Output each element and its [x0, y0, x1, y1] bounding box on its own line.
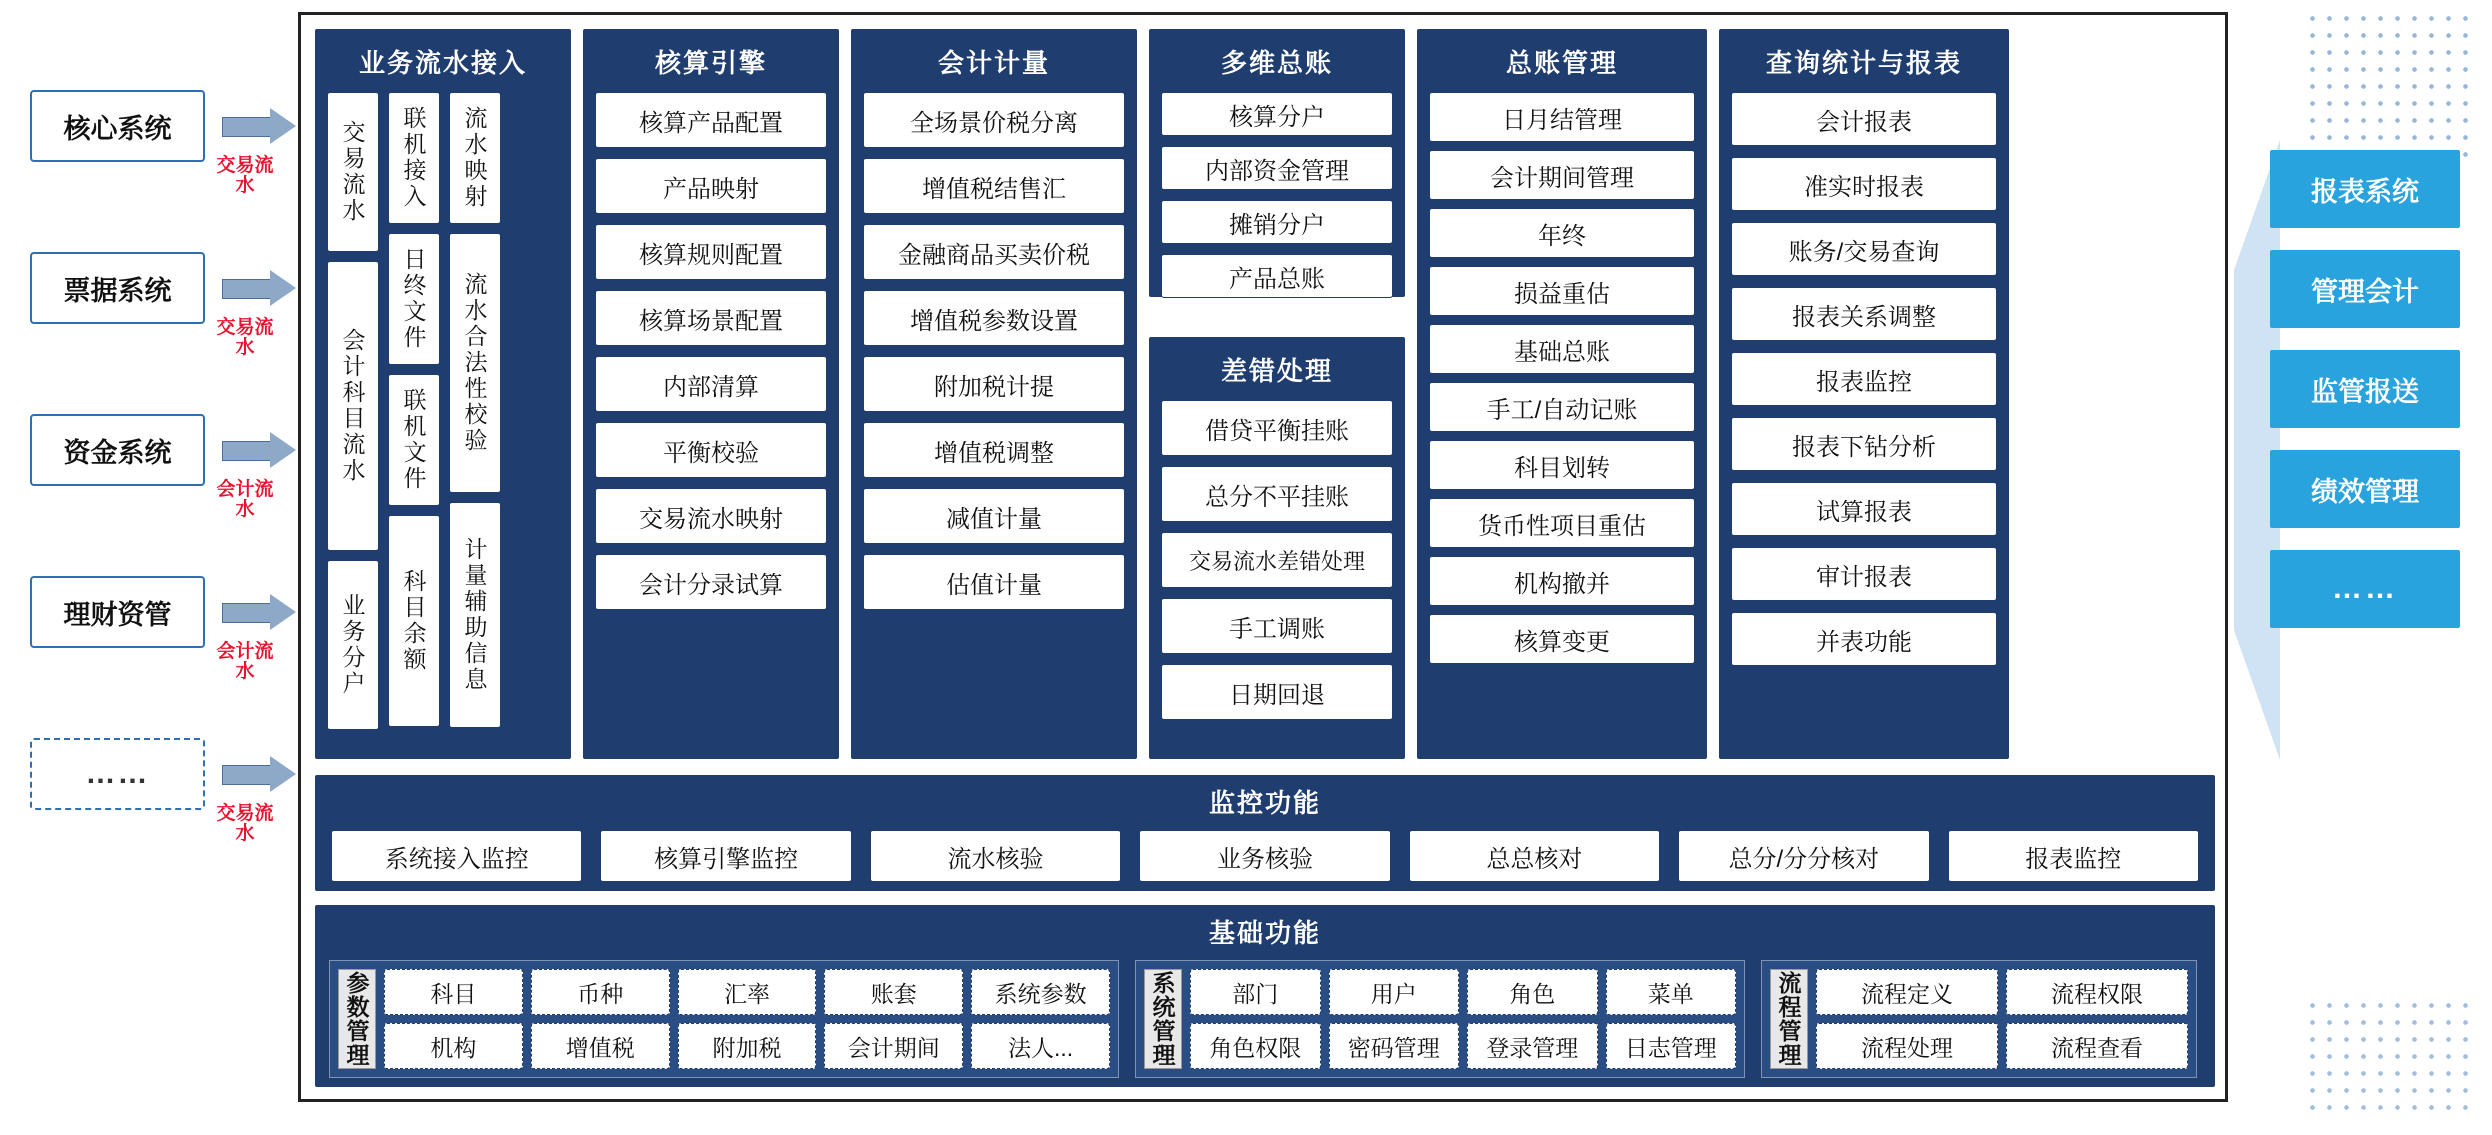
vbox-item[interactable]: 业务分户: [327, 560, 379, 730]
item-box[interactable]: 币种: [531, 969, 670, 1015]
source-flow-label-1: 交易流水: [216, 317, 274, 358]
group-query-report: [1719, 29, 2009, 759]
group-title: 核算引擎: [654, 48, 767, 78]
item-box[interactable]: 总分/分分核对: [1678, 830, 1929, 882]
vertical-col-2: [449, 92, 501, 742]
item-box[interactable]: 内部清算: [595, 356, 827, 412]
group-monitoring: [315, 775, 2215, 891]
item-box[interactable]: 年终: [1429, 208, 1695, 258]
source-flow-label-0: 交易流水: [216, 155, 274, 196]
item-box[interactable]: 交易流水映射: [595, 488, 827, 544]
group-error-handling: [1149, 337, 1405, 759]
item-box[interactable]: 会计分录试算: [595, 554, 827, 610]
item-box[interactable]: 损益重估: [1429, 266, 1695, 316]
output-systems: [2270, 150, 2470, 650]
vbox-item[interactable]: 联机接入: [388, 92, 440, 224]
item-box[interactable]: 登录管理: [1467, 1023, 1598, 1069]
item-box[interactable]: 报表监控: [1948, 830, 2199, 882]
item-box[interactable]: 基础总账: [1429, 324, 1695, 374]
item-box[interactable]: 角色权限: [1190, 1023, 1321, 1069]
subgroup-title: 系统管理: [1144, 969, 1182, 1069]
decorative-dots-top: [2304, 10, 2474, 160]
source-box-4[interactable]: ……: [30, 738, 205, 810]
item-box[interactable]: 核算变更: [1429, 614, 1695, 664]
item-box[interactable]: 手工/自动记账: [1429, 382, 1695, 432]
item-box[interactable]: 系统参数: [971, 969, 1110, 1015]
item-box[interactable]: 核算场景配置: [595, 290, 827, 346]
source-row: [30, 576, 280, 682]
item-box[interactable]: 内部资金管理: [1161, 146, 1393, 190]
item-box[interactable]: 减值计量: [863, 488, 1125, 544]
item-box[interactable]: 日志管理: [1606, 1023, 1737, 1069]
item-box[interactable]: 日月结管理: [1429, 92, 1695, 142]
item-box[interactable]: 摊销分户: [1161, 200, 1393, 244]
group-title: 会计计量: [937, 48, 1050, 78]
source-flow-label-3: 会计流水: [216, 641, 274, 682]
group-title: 基础功能: [1208, 918, 1321, 948]
item-box[interactable]: 机构: [384, 1023, 523, 1069]
source-row: [30, 90, 280, 196]
item-box[interactable]: 金融商品买卖价税: [863, 224, 1125, 280]
platform-frame: [298, 12, 2228, 1102]
vbox-item[interactable]: 流水映射: [449, 92, 501, 224]
decorative-dots-bottom: [2304, 997, 2474, 1117]
group-title: 监控功能: [1208, 788, 1321, 818]
subgroup-parameter-management: [329, 960, 1119, 1078]
output-box-3[interactable]: 绩效管理: [2270, 450, 2460, 528]
group-base-functions: [315, 905, 2215, 1087]
subgroup-process-management: [1761, 960, 2197, 1078]
item-box[interactable]: 附加税: [678, 1023, 817, 1069]
item-box[interactable]: 核算分户: [1161, 92, 1393, 136]
vbox-item[interactable]: 交易流水: [327, 92, 379, 252]
item-box[interactable]: 报表下钻分析: [1731, 417, 1997, 471]
source-box-0[interactable]: 核心系统: [30, 90, 205, 162]
group-accounting-engine: [583, 29, 839, 759]
source-flow-label-2: 会计流水: [216, 479, 274, 520]
item-box[interactable]: 估值计量: [863, 554, 1125, 610]
subgroup-system-management: [1135, 960, 1745, 1078]
arrow-icon: [222, 108, 298, 144]
vbox-item[interactable]: 联机文件: [388, 374, 440, 506]
item-box[interactable]: 业务核验: [1139, 830, 1390, 882]
item-box[interactable]: 账务/交易查询: [1731, 222, 1997, 276]
group-title: 查询统计与报表: [1765, 48, 1962, 78]
item-box[interactable]: 交易流水差错处理: [1161, 532, 1393, 588]
item-box[interactable]: 核算规则配置: [595, 224, 827, 280]
source-box-1[interactable]: 票据系统: [30, 252, 205, 324]
item-box[interactable]: 角色: [1467, 969, 1598, 1015]
source-row: [30, 414, 280, 520]
source-row: [30, 738, 280, 844]
item-box[interactable]: 汇率: [678, 969, 817, 1015]
item-box[interactable]: 总总核对: [1409, 830, 1660, 882]
source-flow-label-4: 交易流水: [216, 803, 274, 844]
vertical-col-1: [388, 92, 440, 742]
source-row: [30, 252, 280, 358]
item-box[interactable]: 会计期间管理: [1429, 150, 1695, 200]
output-box-0[interactable]: 报表系统: [2270, 150, 2460, 228]
subgroup-title: 参数管理: [338, 969, 376, 1069]
item-box[interactable]: 部门: [1190, 969, 1321, 1015]
item-box[interactable]: 货币性项目重估: [1429, 498, 1695, 548]
item-box[interactable]: 并表功能: [1731, 612, 1997, 666]
group-title: 业务流水接入: [358, 48, 527, 78]
item-box[interactable]: 平衡校验: [595, 422, 827, 478]
item-box[interactable]: 机构撤并: [1429, 556, 1695, 606]
item-box[interactable]: 增值税结售汇: [863, 158, 1125, 214]
item-box[interactable]: 密码管理: [1329, 1023, 1460, 1069]
output-box-4[interactable]: ……: [2270, 550, 2460, 628]
group-title: 差错处理: [1220, 356, 1333, 386]
group-title: 总账管理: [1505, 48, 1618, 78]
item-box[interactable]: 报表监控: [1731, 352, 1997, 406]
item-box[interactable]: 法人...: [971, 1023, 1110, 1069]
item-box[interactable]: 账套: [824, 969, 963, 1015]
item-box[interactable]: 增值税参数设置: [863, 290, 1125, 346]
group-accounting-measurement: [851, 29, 1137, 759]
item-box[interactable]: 准实时报表: [1731, 157, 1997, 211]
item-box[interactable]: 日期回退: [1161, 664, 1393, 720]
item-box[interactable]: 系统接入监控: [331, 830, 582, 882]
item-box[interactable]: 手工调账: [1161, 598, 1393, 654]
arrow-icon: [222, 756, 298, 792]
vbox-item[interactable]: 计量辅助信息: [449, 502, 501, 728]
item-box[interactable]: 科目: [384, 969, 523, 1015]
arrow-icon: [222, 270, 298, 306]
vbox-item[interactable]: 日终文件: [388, 233, 440, 365]
group-business-flow-access: [315, 29, 571, 759]
source-box-3[interactable]: 理财资管: [30, 576, 205, 648]
vbox-item[interactable]: 流水合法性校验: [449, 233, 501, 493]
group-multidim-ledger: [1149, 29, 1405, 297]
item-box[interactable]: 试算报表: [1731, 482, 1997, 536]
subgroup-title: 流程管理: [1770, 969, 1808, 1069]
item-box[interactable]: 增值税: [531, 1023, 670, 1069]
group-ledger-management: [1417, 29, 1707, 759]
item-box[interactable]: 增值税调整: [863, 422, 1125, 478]
item-box[interactable]: 全场景价税分离: [863, 92, 1125, 148]
output-box-2[interactable]: 监管报送: [2270, 350, 2460, 428]
item-box[interactable]: 会计期间: [824, 1023, 963, 1069]
vbox-item[interactable]: 科目余额: [388, 515, 440, 727]
item-box[interactable]: 核算产品配置: [595, 92, 827, 148]
arrow-icon: [222, 432, 298, 468]
item-box[interactable]: 总分不平挂账: [1161, 466, 1393, 522]
vbox-item[interactable]: 会计科目流水: [327, 261, 379, 551]
item-box[interactable]: 报表关系调整: [1731, 287, 1997, 341]
item-box[interactable]: 审计报表: [1731, 547, 1997, 601]
item-box[interactable]: 流程处理: [1816, 1023, 1998, 1069]
item-box[interactable]: 借贷平衡挂账: [1161, 400, 1393, 456]
item-box[interactable]: 附加税计提: [863, 356, 1125, 412]
item-box[interactable]: 流程定义: [1816, 969, 1998, 1015]
item-box[interactable]: 用户: [1329, 969, 1460, 1015]
item-box[interactable]: 流程权限: [2006, 969, 2188, 1015]
group-title: 多维总账: [1220, 48, 1333, 78]
item-box[interactable]: 核算引擎监控: [600, 830, 851, 882]
source-systems: [30, 90, 280, 900]
item-box[interactable]: 会计报表: [1731, 92, 1997, 146]
item-box[interactable]: 科目划转: [1429, 440, 1695, 490]
item-box[interactable]: 产品总账: [1161, 254, 1393, 298]
arrow-icon: [222, 594, 298, 630]
source-box-2[interactable]: 资金系统: [30, 414, 205, 486]
item-box[interactable]: 流程查看: [2006, 1023, 2188, 1069]
item-box[interactable]: 流水核验: [870, 830, 1121, 882]
vertical-col-0: [327, 92, 379, 742]
item-box[interactable]: 菜单: [1606, 969, 1737, 1015]
output-box-1[interactable]: 管理会计: [2270, 250, 2460, 328]
item-box[interactable]: 产品映射: [595, 158, 827, 214]
